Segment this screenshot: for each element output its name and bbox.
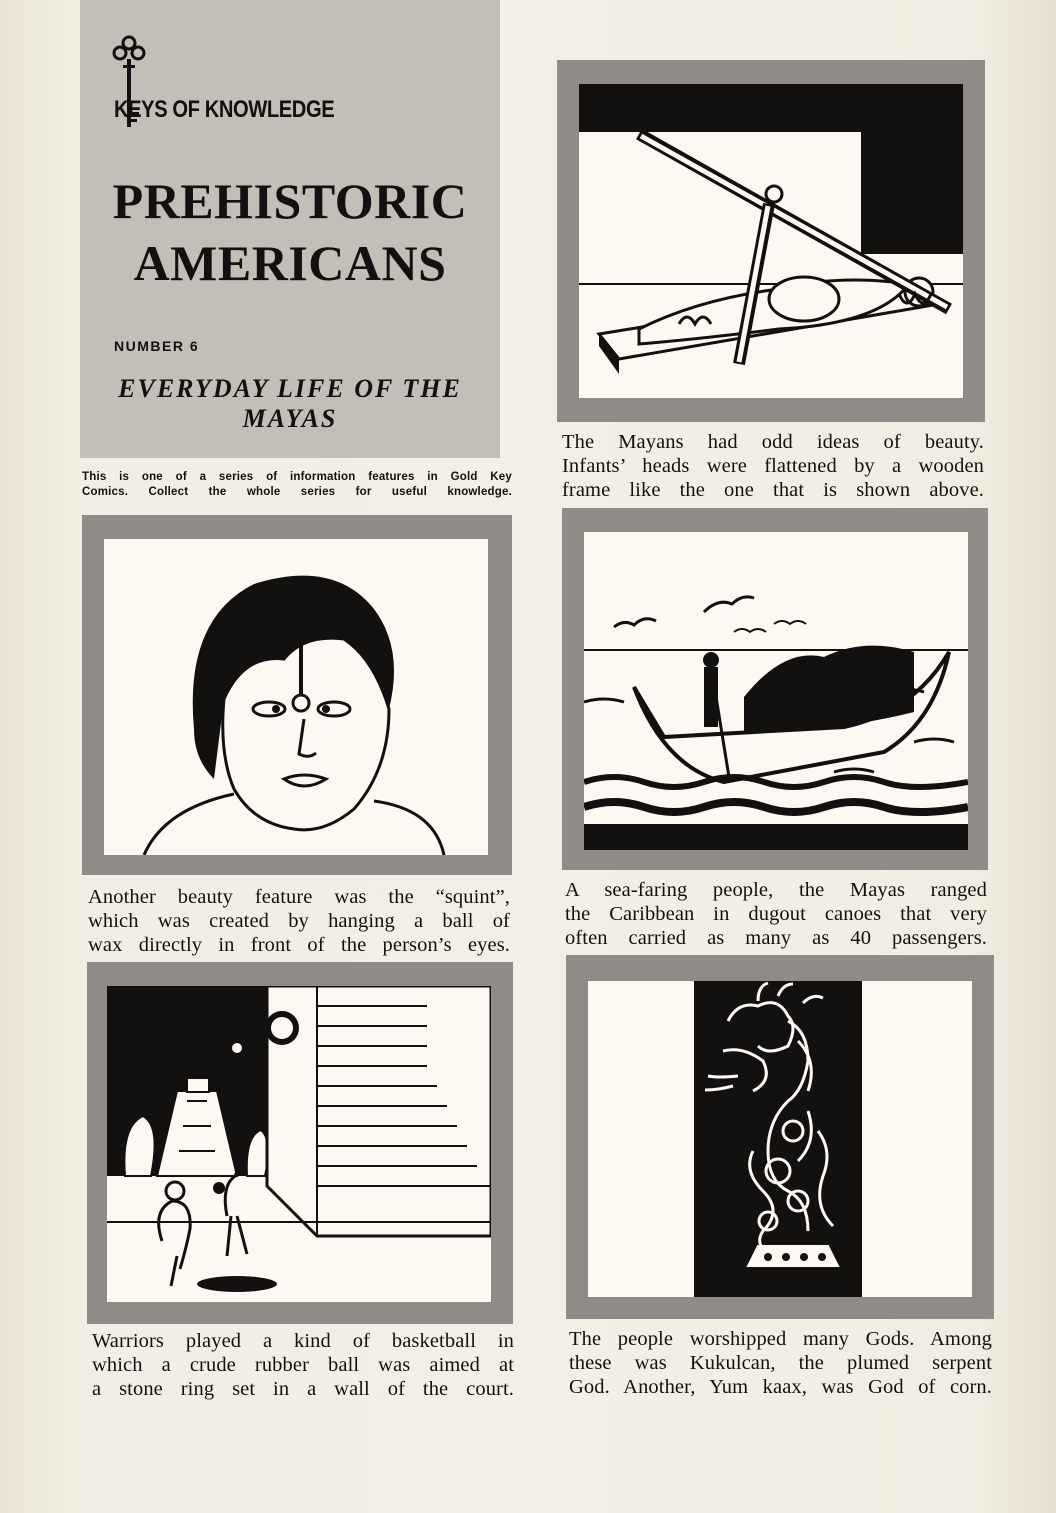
panel-caption-canoe [565,878,987,950]
feature-title-line: PREHISTORIC [112,173,468,229]
caption-line: A sea-faring people, the Mayas ranged [565,879,987,901]
panel-ball-court [87,962,513,1324]
head-frame-illustration [579,84,963,398]
serpent-god-illustration [588,981,972,1297]
panel-caption-squint [88,885,510,957]
ball-court-illustration [107,986,491,1302]
feature-title-line: AMERICANS [133,235,447,291]
feature-subtitle [90,374,490,434]
caption-line: often carried as many as 40 passengers. [565,927,987,949]
caption-line: Warriors played a kind of basketball in [92,1330,514,1352]
series-note-line: Comics. Collect the whole series for useful knowledge. [82,486,512,498]
squint-illustration [104,539,488,855]
panel-serpent-god [566,955,994,1319]
caption-line: Infants’ heads were flattened by a wooden [562,455,984,477]
feature-title [80,170,500,294]
series-note [82,470,512,500]
feature-header [80,0,500,458]
caption-line: the Caribbean in dugout canoes that very [565,903,987,925]
panel-caption-ball-court [92,1329,514,1401]
panel-caption-head-frame [562,430,984,502]
brand-logo [112,34,372,134]
feature-subtitle-line: MAYAS [242,404,338,433]
caption-line: wax directly in front of the person’s eyes. [88,934,510,956]
canoe-illustration [584,532,968,850]
caption-line: The Mayans had odd ideas of beauty. [562,431,984,453]
brand-label: KEYS OF KNOWLEDGE [114,96,335,123]
issue-number: NUMBER 6 [114,338,200,354]
caption-line: The people worshipped many Gods. Among [569,1328,992,1350]
panel-squint [82,515,512,875]
panel-caption-serpent-god [569,1327,992,1399]
caption-line: frame like the one that is shown above. [562,479,984,501]
caption-line: which was created by hanging a ball of [88,910,510,932]
panel-head-frame [557,60,985,422]
feature-subtitle-line: EVERYDAY LIFE OF THE [118,374,462,403]
series-note-line: This is one of a series of information features in Gold Key [82,471,512,483]
caption-line: a stone ring set in a wall of the court. [92,1378,514,1400]
panel-canoe [562,508,988,870]
caption-line: God. Another, Yum kaax, was God of corn. [569,1376,992,1398]
caption-line: which a crude rubber ball was aimed at [92,1354,514,1376]
caption-line: Another beauty feature was the “squint”, [88,886,510,908]
caption-line: these was Kukulcan, the plumed serpent [569,1352,992,1374]
